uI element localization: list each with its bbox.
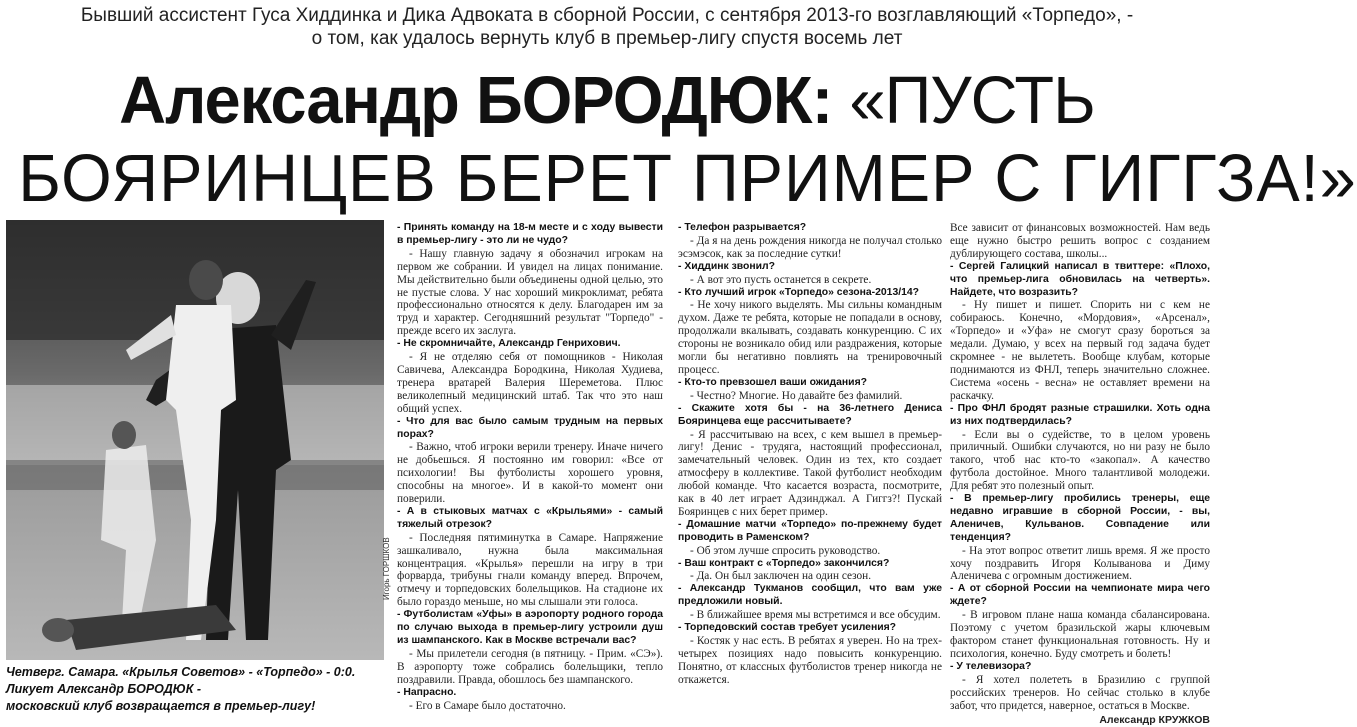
interview-question: - Домашние матчи «Торпедо» по-прежнему будет проводить в Раменском?: [678, 518, 942, 543]
interview-question: - Что для вас было самым трудным на первых порах?: [397, 415, 663, 440]
caption-line-3: московский клуб возвращается в премьер-лигу!: [6, 699, 316, 713]
interview-answer: - Последняя пятиминутка в Самаре. Напряжение зашкаливало, нужна была максимальная концентрация. «Крылья» перешли на игру в три форварда, трибуны гнали команду вперед. Впрочем, отмечу и торпедовских болельщиков. На стадионе их было гораздо меньше, но мы слышали эти голоса.: [397, 531, 663, 609]
headline-name-first: Александр: [119, 63, 459, 138]
interview-question: - Принять команду на 18-м месте и с ходу вывести в премьер-лигу - это ли не чудо?: [397, 222, 663, 246]
interview-answer: - На этот вопрос ответит лишь время. Я же просто хочу поздравить Игоря Колыванова и Диму Аленичева с огромным достижением.: [950, 544, 1210, 583]
interview-question: - А от сборной России на чемпионате мира чего ждете?: [950, 583, 1210, 608]
lead-line-1: Бывший ассистент Гуса Хиддинка и Дика Адвоката в сборной России, с сентября 2013-го возглавляющий «Торпедо», -: [80, 5, 1134, 26]
interview-answer: - Ну пишет и пишет. Спорить ни с кем не собираюсь. Конечно, «Мордовия», «Арсенал», «Торпедо» и «Уфа» не смогут сразу бороться за медали. Думаю, у всех на первый год задача будет скромнее - не вылететь. Вообще клубам, которые поднимаются из ФНЛ, теперь значительно сложнее. Система «осень - весна» не оставляет времени на раскачку.: [950, 299, 1210, 402]
interview-answer: Все зависит от финансовых возможностей. Нам ведь еще нужно быстро решить вопрос с созданием дублирующего состава, школы...: [950, 222, 1210, 260]
interview-answer: - Об этом лучше спросить руководство.: [690, 544, 881, 557]
interview-question: - Про ФНЛ бродят разные страшилки. Хоть одна из них подтвердилась?: [950, 402, 1210, 427]
photo-illustration: [6, 220, 384, 660]
interview-answer: - Я не отделяю себя от помощников - Николая Савичева, Александра Бородкина, Николая Худиева, тренера вратарей Валерия Шереметова. Плюс великолепный медицинский штаб. Так что это наш общий успех.: [397, 351, 663, 415]
interview-answer: - Нашу главную задачу я обозначил игрокам на первом же собрании. И увидел на лицах понимание. Мы действительно были объединены одной целью, это не пустые слова. У нас хороший микроклимат, ребята профессионально относятся к делу. Благодарен им за труд и характер. Сегодняшний результат "Торпедо" - прежде всего их заслуга.: [397, 247, 663, 338]
interview-answer: - Я рассчитываю на всех, с кем вышел в премьер-лигу! Денис - трудяга, настоящий профессионал, замечательный человек. Один из тех, кто создает атмосферу в коллективе. Такой футболист необходим любой команде. Что касается возраста, посмотрите, как в 40 лет играет Адзинджал. А Гиггз?! Пускай Бояринцев с них берет пример.: [678, 428, 942, 518]
interview-answer: - В ближайшее время мы встретимся и все обсудим.: [690, 609, 941, 622]
headline-name-last: БОРОДЮК:: [475, 63, 833, 138]
interview-answer: - Да я на день рождения никогда не получал столько эсэмэсок, как за последние сутки!: [678, 234, 942, 260]
interview-question: - Кто лучший игрок «Торпедо» сезона-2013/14?: [678, 286, 920, 298]
headline-quote-part-1: «ПУСТЬ: [849, 63, 1095, 138]
interview-question: - Телефон разрывается?: [678, 222, 807, 233]
interview-question: - Футболистам «Уфы» в аэропорту родного города по случаю выхода в премьер-лигу устроили душ из шампанского. Как в Москве встречали вас?: [397, 609, 663, 646]
photo-caption: [6, 664, 384, 715]
interview-question: - Торпедовский состав требует усиления?: [678, 622, 897, 634]
interview-question: - Скажите хотя бы - на 36-летнего Дениса Бояринцева еще рассчитываете?: [678, 402, 942, 427]
headline-line-1: [18, 62, 1196, 140]
interview-question: - Сергей Галицкий написал в твиттере: «Плохо, что премьер-лига обновилась на четверть». Найдете, что возразить?: [950, 260, 1210, 298]
interview-answer: - Костяк у нас есть. В ребятах я уверен. Но на трех-четырех позициях надо повысить конкуренцию. Понятно, от классных футболистов тренер никогда не откажется.: [678, 635, 942, 686]
author-signature: Александр КРУЖКОВ: [1099, 714, 1210, 727]
interview-question: - Александр Тукманов сообщил, что вам уже предложили новый.: [678, 583, 942, 608]
interview-question: - Хиддинк звонил?: [678, 260, 775, 272]
interview-answer: - Важно, чтоб игроки верили тренеру. Иначе ничего не добьешься. Я постоянно им говорил: «Все от психологии! Вы футболисты хорошего уровня, способны на многое». И в какой-то момент они поверили.: [397, 441, 663, 506]
interview-question: - Не скромничайте, Александр Генрихович.: [397, 338, 621, 350]
interview-answer: - А вот это пусть останется в секрете.: [690, 273, 872, 286]
interview-question: - У телевизора?: [950, 660, 1032, 672]
headline-line-2: БОЯРИНЦЕВ БЕРЕТ ПРИМЕР С ГИГГЗА!»: [18, 141, 1357, 216]
article-lead: [0, 4, 1214, 50]
interview-answer: - Я хотел полететь в Бразилию с группой российских тренеров. Но сейчас столько в клубе забот, что придется, наверное, остаться в Москве.: [950, 673, 1210, 712]
lead-line-2: о том, как удалось вернуть клуб в премьер-лигу спустя восемь лет: [311, 28, 903, 49]
interview-answer: - Честно? Многие. Но давайте без фамилий.: [690, 389, 903, 402]
interview-answer: - Его в Самаре было достаточно.: [409, 699, 566, 712]
interview-answer: - Да. Он был заключен на один сезон.: [690, 570, 872, 583]
article-headline: [18, 62, 1357, 218]
article-column-2: [678, 222, 942, 716]
photo-credit: Игорь ГОРШКОВ: [382, 537, 391, 600]
article-photo: [6, 220, 384, 660]
caption-line-2: Ликует Александр БОРОДЮК -: [6, 682, 202, 696]
article-column-1: [397, 222, 663, 716]
interview-question: - Напрасно.: [397, 686, 457, 698]
interview-question: - Ваш контракт с «Торпедо» закончился?: [678, 557, 890, 569]
interview-question: - Кто-то превзошел ваши ожидания?: [678, 376, 867, 388]
interview-answer: - Если вы о судействе, то в целом уровень приличный. Ошибки случаются, но ни разу не было такого, чтоб нас кто-то «закопал». А качество футбола достойное. Много талантливой молодежи. Для ребят это полезный опыт.: [950, 428, 1210, 493]
interview-answer: - В игровом плане наша команда сбалансирована. Поэтому с учетом бразильской жары ключевым фактором станет функциональная готовность. Ну и психология, конечно. Буду смотреть и болеть!: [950, 609, 1210, 660]
interview-answer: - Мы прилетели сегодня (в пятницу. - Прим. «СЭ»). В аэропорту тоже собрались болельщики, тепло поздравили. Правда, обошлось без шампанского.: [397, 647, 663, 686]
interview-answer: - Не хочу никого выделять. Мы сильны командным духом. Даже те ребята, которые не попадали в основу, продолжали вкалывать, создавать конкуренцию. С их стороны не возникало обид или раздражения, которые могли бы негативно повлиять на тренировочный процесс.: [678, 299, 942, 376]
article-column-3: [950, 222, 1210, 727]
caption-line-1: Четверг. Самара. «Крылья Советов» - «Торпедо» - 0:0.: [6, 665, 356, 679]
interview-question: - В премьер-лигу пробились тренеры, еще недавно игравшие в сборной России, - вы, Аленичев, Кульванов. Совпадение или тенденция?: [950, 493, 1210, 543]
interview-question: - А в стыковых матчах с «Крыльями» - самый тяжелый отрезок?: [397, 505, 663, 530]
